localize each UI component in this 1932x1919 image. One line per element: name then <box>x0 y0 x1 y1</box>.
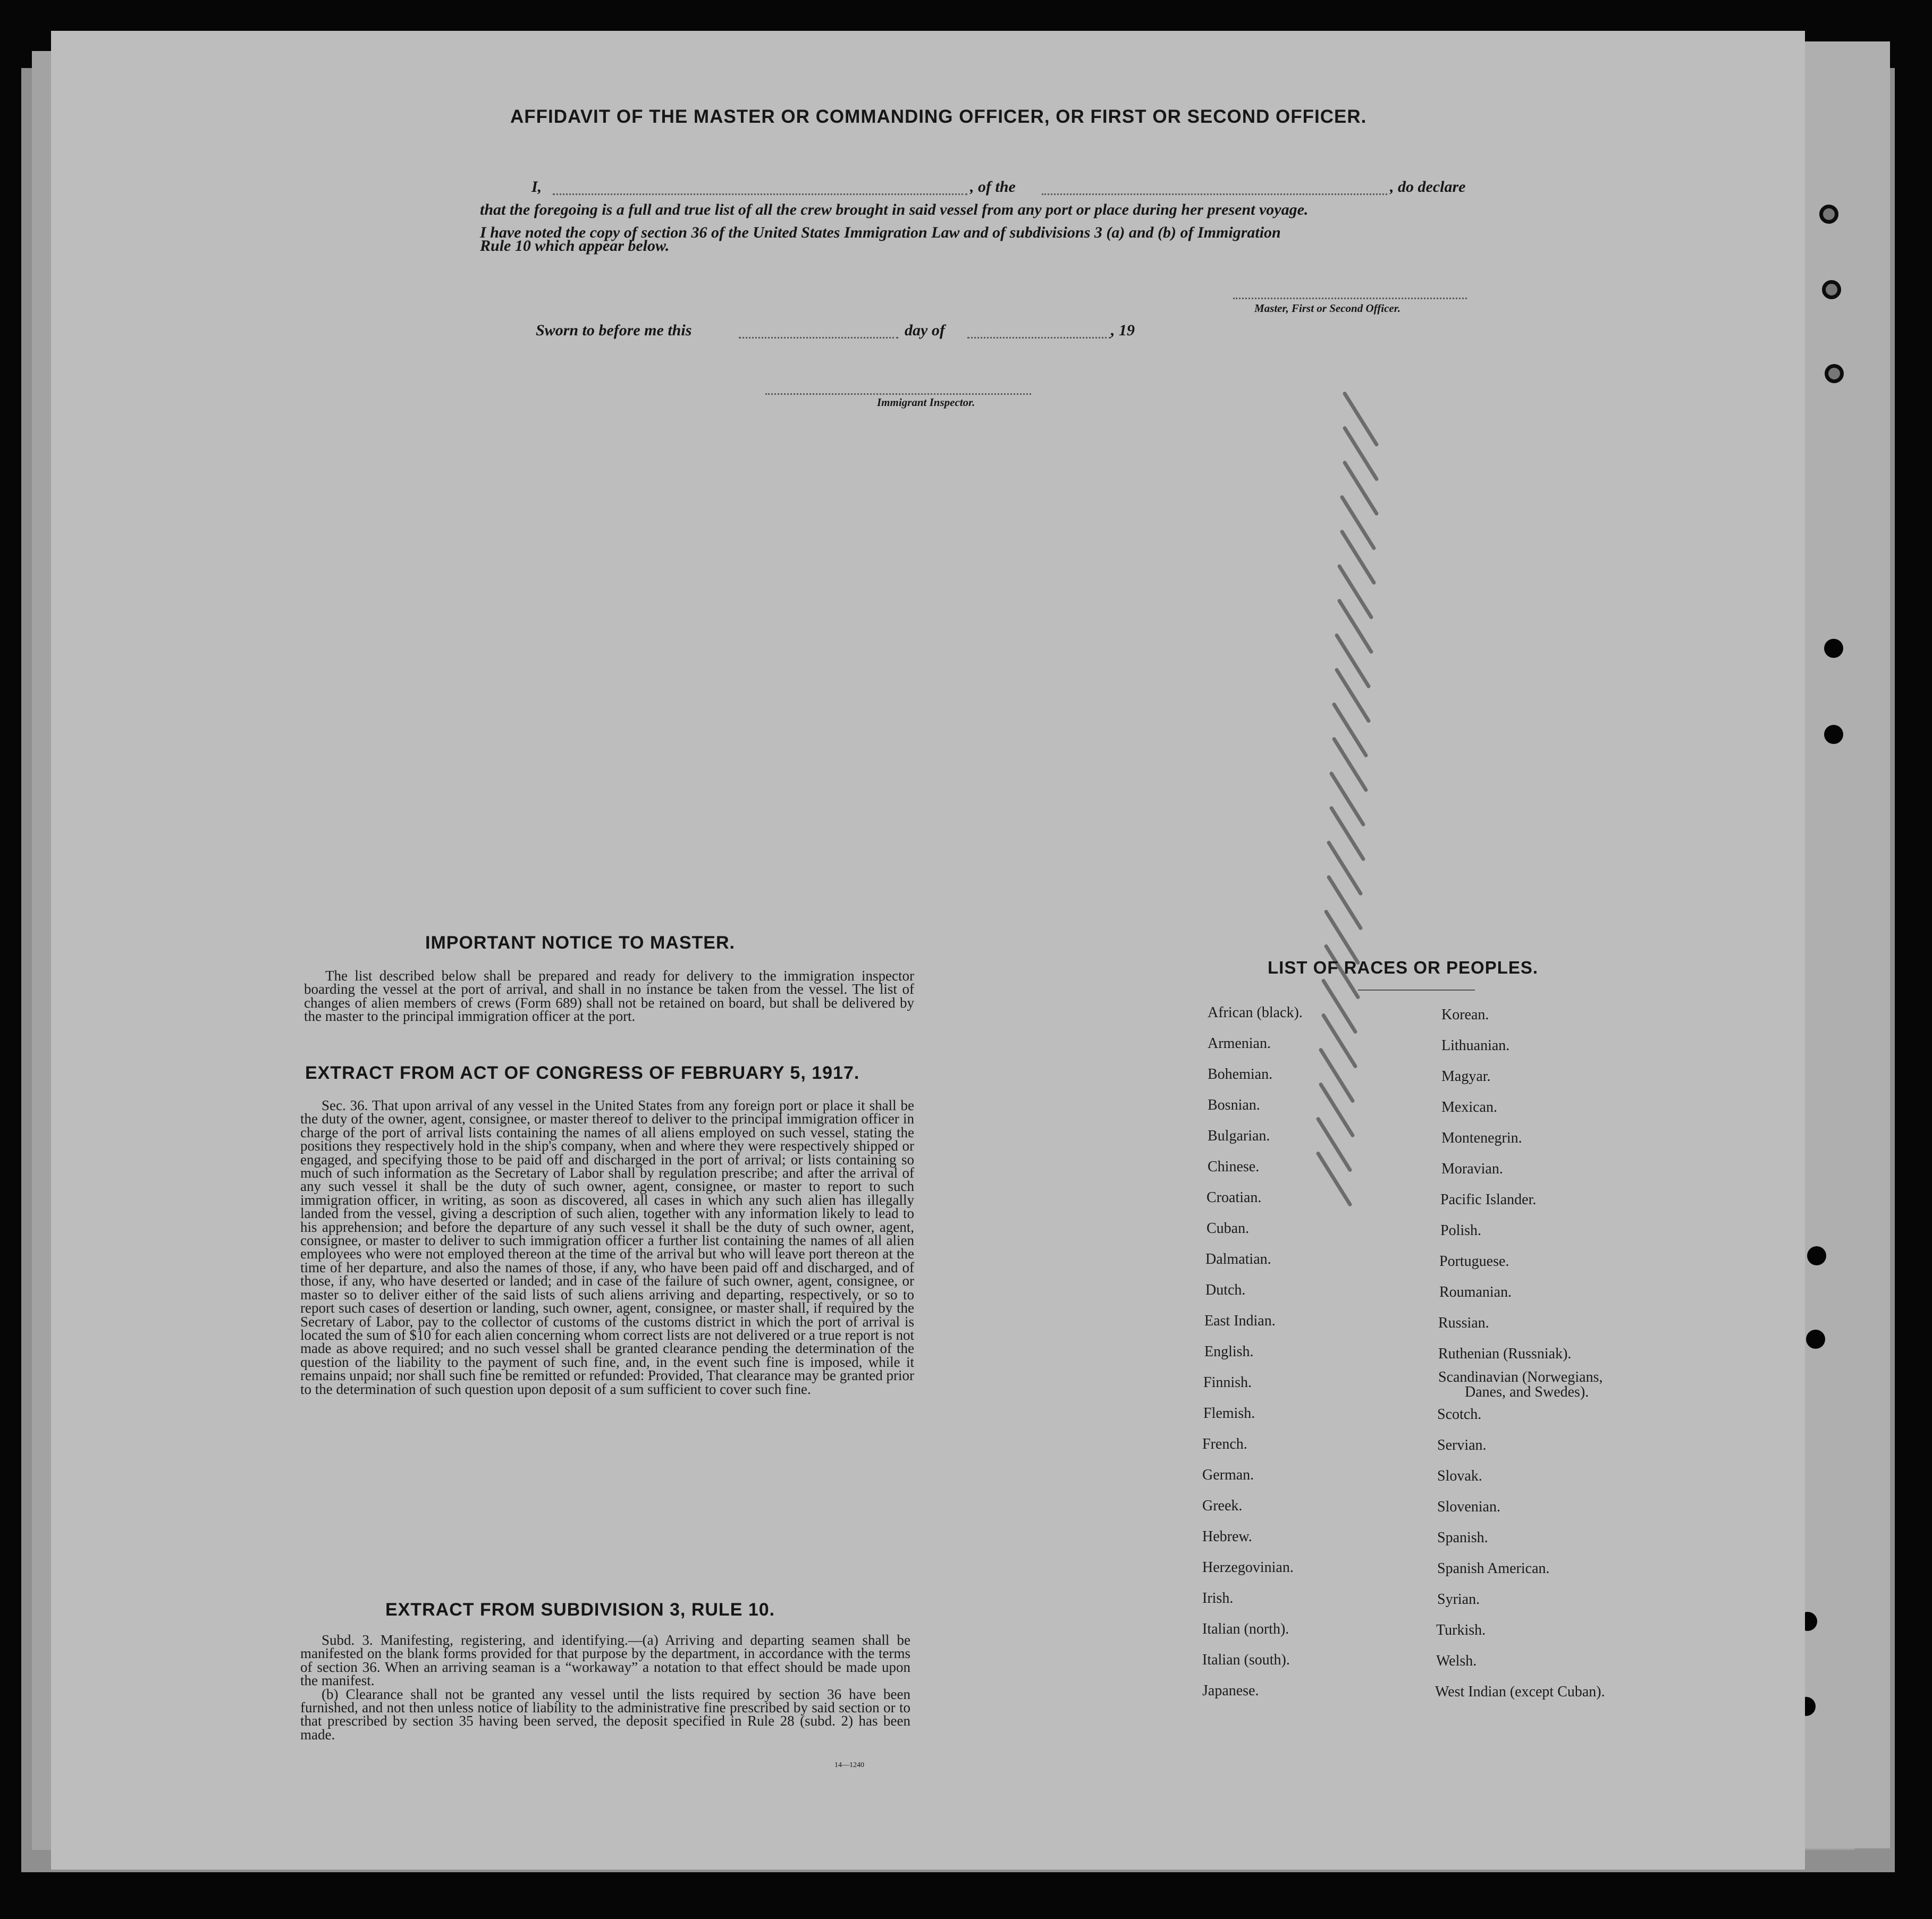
sworn-month-field[interactable] <box>967 337 1111 339</box>
race-item: Magyar. <box>1441 1068 1491 1085</box>
race-item: Slovenian. <box>1437 1499 1500 1515</box>
race-item: Bulgarian. <box>1208 1128 1270 1144</box>
form-number: 14—1240 <box>834 1761 864 1769</box>
race-item: Cuban. <box>1207 1220 1250 1237</box>
binder-hole-icon <box>1822 280 1841 299</box>
notice-body <box>304 969 914 1024</box>
race-item: Herzegovinian. <box>1202 1559 1294 1576</box>
act-extract-body <box>300 1099 914 1396</box>
race-item: English. <box>1204 1343 1254 1360</box>
notice-title: IMPORTANT NOTICE TO MASTER. <box>425 933 735 953</box>
race-item: Turkish. <box>1436 1622 1486 1638</box>
race-item: Japanese. <box>1202 1683 1259 1699</box>
binder-hole-icon <box>1825 364 1844 383</box>
affidavit-line-2: that the foregoing is a full and true list of all the crew brought in said vessel from any port or place during her present voyage. <box>480 201 1309 218</box>
affidavit-of-the: , of the <box>970 178 1016 196</box>
race-item: Italian (south). <box>1202 1652 1290 1668</box>
race-item: Croatian. <box>1207 1189 1262 1206</box>
sworn-prefix: Sworn to before me this <box>536 322 692 339</box>
sworn-day-of: day of <box>905 322 945 339</box>
affidavit-declare: , do declare <box>1390 178 1466 196</box>
race-item: Dalmatian. <box>1205 1251 1271 1267</box>
race-item: Servian. <box>1437 1437 1487 1453</box>
race-item: Portuguese. <box>1439 1253 1509 1270</box>
race-item: Pacific Islander. <box>1440 1191 1537 1208</box>
race-item: Mexican. <box>1441 1099 1497 1115</box>
rule-extract-title: EXTRACT FROM SUBDIVISION 3, RULE 10. <box>385 1600 775 1620</box>
subdivision-a-paragraph: Subd. 3. Manifesting, registering, and identifying.—(a) Arriving and departing seamen shall be manifested on the blank forms provided for that purpose by the department, in accordance with the terms of section 36. When an arriving seaman is a “workaway” a notation to that effect should be made upon the manifest. <box>300 1632 910 1689</box>
race-item: Moravian. <box>1441 1161 1503 1177</box>
race-item: Bohemian. <box>1208 1066 1273 1083</box>
inspector-label: Immigrant Inspector. <box>877 396 975 409</box>
races-title-rule <box>1358 990 1475 991</box>
sworn-year: , 19 <box>1111 322 1135 339</box>
race-item: German. <box>1202 1467 1254 1483</box>
race-item: Syrian. <box>1437 1591 1480 1608</box>
race-item: Greek. <box>1202 1498 1243 1514</box>
binder-hole-icon <box>1807 1246 1826 1265</box>
race-item: Montenegrin. <box>1441 1130 1522 1146</box>
race-item: Roumanian. <box>1439 1284 1512 1300</box>
section-36-paragraph: Sec. 36. That upon arrival of any vessel in the United States from any foreign port or place it shall be the duty of the owner, agent, consignee, or master thereof to deliver to the principal immigration officer in charge of the port of arrival lists containing the names of all aliens employed on such vessel, stating the positions they respectively hold in the ship's company, when and where they were respectively shipped or engaged, and specifying those to be paid off and discharged in the port of arrival; or lists containing so much of such information as the Secretary of Labor shall by regulation prescribe; and after the arrival of any such vessel it shall be the duty of such owner, agent, consignee, or master to report to such immigration officer, in writing, as soon as discovered, all cases in which any such alien has illegally landed from the vessel, giving a description of such alien, together with any information likely to lead to his apprehension; and before the departure of any such vessel it shall be the duty of such owner, agent, consignee, or master to deliver to such immigration officer a further list containing the names of all alien employees who were not employed thereon at the time of the arrival but who will leave port thereon at the time of her departure, and also the names of those, if any, who have been paid off and discharged, and of those, if any, who have deserted or landed; and in case of the failure of such owner, agent, consignee, or master so to deliver either of the said lists of such aliens arriving and departing, respectively, or so to report such cases of desertion or landing, such owner, agent, consignee, or master shall, if required by the Secretary of Labor, pay to the collector of customs of the customs district in which the port of arrival is located the sum of $10 for each alien concerning whom correct lists are not delivered or a true report is not made as above required; and no such vessel shall be granted clearance pending the determination of the question of the liability to the payment of such fine, and, in the event such fine is imposed, while it remains unpaid; nor shall such fine be remitted or refunded: Provided, That clearance may be granted prior to the determination of such question upon deposit of a sum sufficient to cover such fine. <box>300 1097 914 1397</box>
race-item: African (black). <box>1208 1004 1303 1021</box>
sworn-day-field[interactable] <box>739 337 898 339</box>
race-item: Russian. <box>1438 1315 1489 1331</box>
underlying-page-edge <box>1805 41 1890 1848</box>
races-title: LIST OF RACES OR PEOPLES. <box>1268 958 1539 977</box>
race-item: French. <box>1202 1436 1247 1452</box>
race-item: Lithuanian. <box>1441 1037 1510 1054</box>
race-item: Chinese. <box>1208 1159 1260 1175</box>
name-blank-field[interactable] <box>553 193 967 195</box>
race-item: Danes, and Swedes). <box>1465 1384 1589 1400</box>
binder-hole-icon <box>1824 639 1843 658</box>
race-item: Scotch. <box>1437 1406 1482 1423</box>
affidavit-line-4: Rule 10 which appear below. <box>480 237 670 255</box>
race-item: Dutch. <box>1205 1282 1246 1298</box>
rule-extract-body <box>300 1634 910 1742</box>
notice-paragraph: The list described below shall be prepared and ready for delivery to the immigration inspector boarding the vessel at the port of arrival, and shall in no instance be taken from the vessel. The list of changes of alien members of crews (Form 689) shall not be retained on board, but shall be delivered by the master to the principal immigration officer at the port. <box>304 968 914 1025</box>
form-page <box>51 31 1805 1870</box>
affidavit-line-3: I have noted the copy of section 36 of the United States Immigration Law and of subdivisions 3 (a) and (b) of Immigration <box>480 224 1281 241</box>
subdivision-b-paragraph: (b) Clearance shall not be granted any vessel until the lists required by section 36 have been furnished, and not then unless notice of liability to the administrative fine prescribed by said section or to that prescribed by section 35 having been served, the deposit specified in Rule 28 (subd. 2) has been made. <box>300 1686 910 1743</box>
act-extract-title: EXTRACT FROM ACT OF CONGRESS OF FEBRUARY 5, 1917. <box>305 1063 860 1083</box>
master-signature-field[interactable] <box>1233 298 1467 299</box>
affidavit-title: AFFIDAVIT OF THE MASTER OR COMMANDING OFFICER, OR FIRST OR SECOND OFFICER. <box>510 106 1367 127</box>
binder-hole-icon <box>1806 1330 1825 1349</box>
race-item: Slovak. <box>1437 1468 1482 1484</box>
race-item: Scandinavian (Norwegians, <box>1438 1369 1603 1385</box>
race-item: Flemish. <box>1203 1405 1255 1422</box>
race-item: Spanish. <box>1437 1529 1488 1546</box>
race-item: Italian (north). <box>1202 1621 1289 1637</box>
binder-hole-icon <box>1824 725 1843 744</box>
race-item: Ruthenian (Russniak). <box>1438 1346 1572 1362</box>
race-item: Welsh. <box>1436 1653 1477 1669</box>
inspector-signature-field[interactable] <box>765 393 1031 395</box>
master-signature-label: Master, First or Second Officer. <box>1254 302 1401 315</box>
race-item: West Indian (except Cuban). <box>1435 1684 1605 1700</box>
race-item: Korean. <box>1441 1007 1489 1023</box>
race-item: Armenian. <box>1208 1035 1271 1052</box>
affidavit-i: I, <box>531 178 542 196</box>
vessel-blank-field[interactable] <box>1042 193 1387 195</box>
race-item: Polish. <box>1440 1222 1482 1239</box>
race-item: Hebrew. <box>1202 1528 1252 1545</box>
race-item: Finnish. <box>1203 1374 1252 1391</box>
binder-hole-icon <box>1819 205 1838 224</box>
race-item: Spanish American. <box>1437 1560 1550 1577</box>
race-item: Irish. <box>1202 1590 1234 1607</box>
race-item: Bosnian. <box>1208 1097 1260 1113</box>
race-item: East Indian. <box>1204 1313 1276 1329</box>
